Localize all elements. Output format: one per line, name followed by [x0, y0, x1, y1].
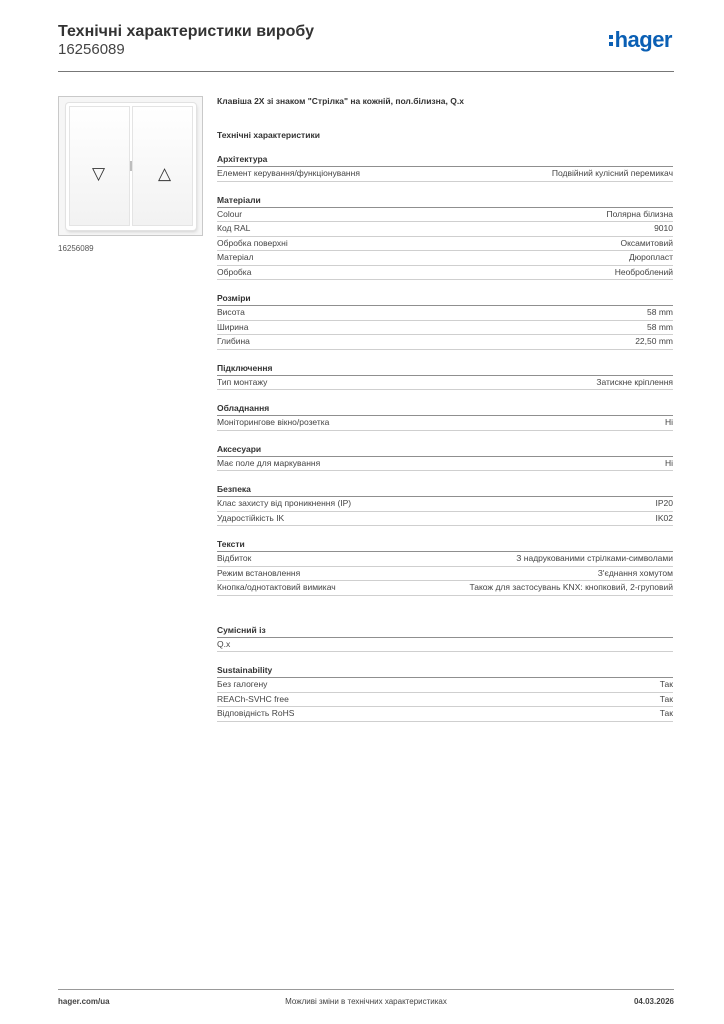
spec-row [217, 693, 673, 708]
spec-row [217, 567, 673, 582]
spec-group [217, 538, 673, 596]
image-caption: 16256089 [58, 244, 94, 253]
spec-value: IP20 [655, 498, 673, 508]
spec-group [217, 483, 673, 526]
spec-value: Необроблений [614, 266, 673, 277]
spec-label: Клас захисту від проникнення (IP) [217, 498, 352, 508]
spec-group [217, 153, 673, 182]
spec-row [217, 208, 673, 223]
spec-row [217, 581, 673, 596]
spec-groups [217, 153, 673, 722]
spec-value: Так [659, 693, 673, 704]
spec-label: Colour [217, 208, 243, 219]
spec-row [217, 306, 673, 321]
spec-value: Дюропласт [628, 252, 673, 262]
footer-disclaimer: Можливі зміни в технічних характеристиках [285, 997, 447, 1006]
group-title: Безпека [217, 483, 673, 497]
spec-group [217, 664, 673, 722]
spec-row [217, 512, 673, 527]
spec-value: Полярна білизна [606, 208, 673, 219]
spec-label: Моніторингове вікно/розетка [217, 417, 330, 427]
spec-label: Тип монтажу [217, 376, 268, 387]
spec-group [217, 443, 673, 472]
rocker-left [69, 106, 130, 226]
product-name: Клавіша 2X зі знаком "Стрілка" на кожній, пол.білизна, Q.x [217, 96, 464, 106]
spec-label: Відбиток [217, 553, 252, 563]
spec-row [217, 237, 673, 252]
spec-row [217, 335, 673, 350]
spec-label: Ударостійкість IK [217, 512, 285, 523]
spec-value: 22,50 mm [635, 336, 673, 346]
spec-row [217, 678, 673, 693]
spec-value: 58 mm [647, 307, 673, 317]
spec-label: Відповідність RoHS [217, 708, 295, 718]
spec-row [217, 457, 673, 472]
spec-label: Режим встановлення [217, 567, 301, 578]
footer-website: hager.com/ua [58, 997, 110, 1006]
spec-label: Обробка поверхні [217, 237, 288, 248]
spec-group [217, 194, 673, 281]
spec-label: Q.x [217, 638, 231, 649]
group-title: Обладнання [217, 402, 673, 416]
spec-row [217, 167, 673, 182]
arrow-up-icon: △ [158, 164, 172, 183]
document-number: 16256089 [58, 41, 125, 58]
page-header [58, 22, 674, 66]
group-title: Аксесуари [217, 443, 673, 457]
group-title: Архітектура [217, 153, 673, 167]
spec-group [217, 362, 673, 391]
arrow-down-icon: ▽ [92, 164, 106, 183]
spec-row [217, 497, 673, 512]
switch-plate [66, 103, 196, 230]
rocker-right [132, 106, 193, 226]
spec-content [217, 95, 673, 722]
spec-row [217, 266, 673, 281]
spec-value: З'єднання хомутом [597, 567, 673, 578]
header-divider [58, 71, 674, 72]
group-title: Підключення [217, 362, 673, 376]
group-title: Матеріали [217, 194, 673, 208]
spec-row [217, 552, 673, 567]
footer-date: 04.03.2026 [633, 997, 674, 1006]
group-title: Розміри [217, 292, 673, 306]
spec-row [217, 638, 673, 653]
group-title: Сумісний із [217, 624, 673, 638]
spec-row [217, 707, 673, 722]
spec-value: Затискне кріплення [596, 376, 673, 387]
spec-label: Глибина [217, 336, 250, 346]
spec-label: Елемент керування/функціонування [217, 168, 360, 178]
spec-value: З надрукованими стрілками-символами [516, 553, 673, 563]
spec-value: 9010 [654, 223, 673, 233]
spec-label: Ширина [217, 321, 249, 332]
spec-label: Має поле для маркування [217, 457, 321, 468]
logo-dots-icon [609, 34, 614, 47]
spec-row [217, 416, 673, 431]
spec-value: Подвійний кулісний перемикач [551, 168, 673, 178]
spec-label: Матеріал [217, 252, 254, 262]
spec-label: Висота [217, 307, 245, 317]
spec-value: Також для застосувань KNX: кнопковий, 2-груповий [469, 582, 673, 592]
spec-label: Без галогену [217, 679, 268, 689]
spec-row [217, 376, 673, 391]
spec-row [217, 222, 673, 237]
spec-value: IK02 [655, 512, 673, 523]
spec-value: Так [659, 679, 673, 689]
spec-group [217, 402, 673, 431]
spec-value: Ні [664, 457, 673, 468]
footer-divider [58, 989, 674, 990]
spec-label: REACh-SVHC free [217, 693, 289, 704]
spec-value: Оксамитовий [620, 237, 673, 248]
product-image [58, 96, 203, 236]
spec-label: Код RAL [217, 223, 251, 233]
logo-text: hager [614, 27, 672, 52]
spec-value: Ні [664, 417, 673, 427]
spec-group [217, 292, 673, 350]
spec-row [217, 251, 673, 266]
document-title: Технічні характеристики виробу [58, 23, 314, 40]
group-title: Тексти [217, 538, 673, 552]
spec-row [217, 321, 673, 336]
group-title: Sustainability [217, 664, 673, 678]
spec-label: Обробка [217, 266, 252, 277]
section-title: Технічні характеристики [217, 130, 320, 140]
spec-value: Так [659, 708, 673, 718]
hager-logo [609, 28, 672, 52]
spec-label: Кнопка/однотактовий вимикач [217, 582, 336, 592]
spec-group [217, 624, 673, 653]
spec-value: 58 mm [647, 321, 673, 332]
